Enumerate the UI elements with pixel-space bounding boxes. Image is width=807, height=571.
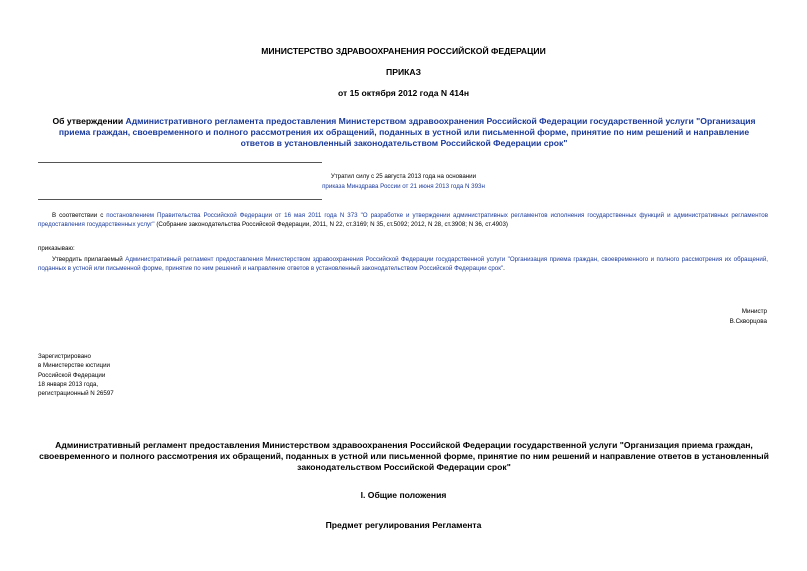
regulation-title: Административный регламент предоставления Министерством здравоохранения Российской Федерации государственной услуги "Организация приема граждан, своевременного и полного рассмотрения их обращений, поданных в устной или письменной форме, принятие по ним решений и направление ответов в установленный законодательством Российской Федерации срок" (39, 440, 769, 472)
order-title-prefix: Об утверждении (52, 116, 126, 126)
section-title: I. Общие положения (360, 490, 447, 500)
divider-top (38, 162, 322, 163)
preamble-link[interactable]: постановлением Правительства Российской Федерации от 16 мая 2011 года N 373 "О разработке и утверждении административных регламентов исполнения государственных функций и административных регламентов предоставления государственных услуг" (38, 212, 769, 229)
doc-type-heading: ПРИКАЗ (386, 67, 421, 77)
registration-line: Зарегистрировано (38, 353, 91, 360)
registration-line: в Министерстве юстиции (38, 362, 111, 370)
approve-lead: Утвердить прилагаемый (52, 256, 126, 263)
signature-position: Министр (741, 308, 767, 315)
ministry-heading: МИНИСТЕРСТВО ЗДРАВООХРАНЕНИЯ РОССИЙСКОЙ ФЕДЕРАЦИИ (261, 46, 546, 56)
registration-line: регистрационный N 26597 (38, 390, 114, 398)
date-number-heading: от 15 октября 2012 года N 414н (337, 88, 470, 98)
preamble-paragraph (38, 211, 768, 230)
order-word: приказываю: (38, 245, 75, 252)
preamble-tail: (Собрание законодательства Российской Федерации, 2011, N 22, ст.3169; N 35, ст.5092; 2012, N 28, ст.3908; N 36, ст.4903) (154, 221, 508, 229)
signature-block (730, 307, 767, 326)
status-note-link[interactable]: приказа Минздрава России от 21 июня 2013 года N 393н (322, 183, 485, 190)
divider-bottom (38, 199, 322, 200)
preamble-lead: В соответствии с (52, 212, 107, 219)
signature-name: В.Скворцова (729, 317, 767, 325)
approve-paragraph (38, 255, 768, 274)
order-title (48, 116, 760, 149)
approve-tail: . (503, 265, 505, 273)
status-note-line1: Утратил силу с 25 августа 2013 года на основании (330, 173, 477, 180)
subsection-title: Предмет регулирования Регламента (325, 520, 482, 530)
registration-line: Российской Федерации (38, 371, 106, 379)
registration-line: 18 января 2013 года, (38, 380, 99, 388)
registration-block (38, 352, 114, 398)
order-title-link[interactable]: Административного регламента предоставления Министерством здравоохранения Российской Федерации государственной услуги "Организация приема граждан, своевременного и полного рассмотрения их обращений, поданных в устной или письменной форме, принятие по ним решений и направление ответов в установленный законодательством Российской Федерации срок" (58, 116, 756, 148)
approve-link[interactable]: Административный регламент предоставления Министерством здравоохранения Российской Федерации государственной услуги "Организация приема граждан, своевременного и полного рассмотрения их обращений, поданных в устной или письменной форме, принятие по ним решений и направление ответов в установленный законодательством Российской Федерации срок" (38, 256, 769, 273)
